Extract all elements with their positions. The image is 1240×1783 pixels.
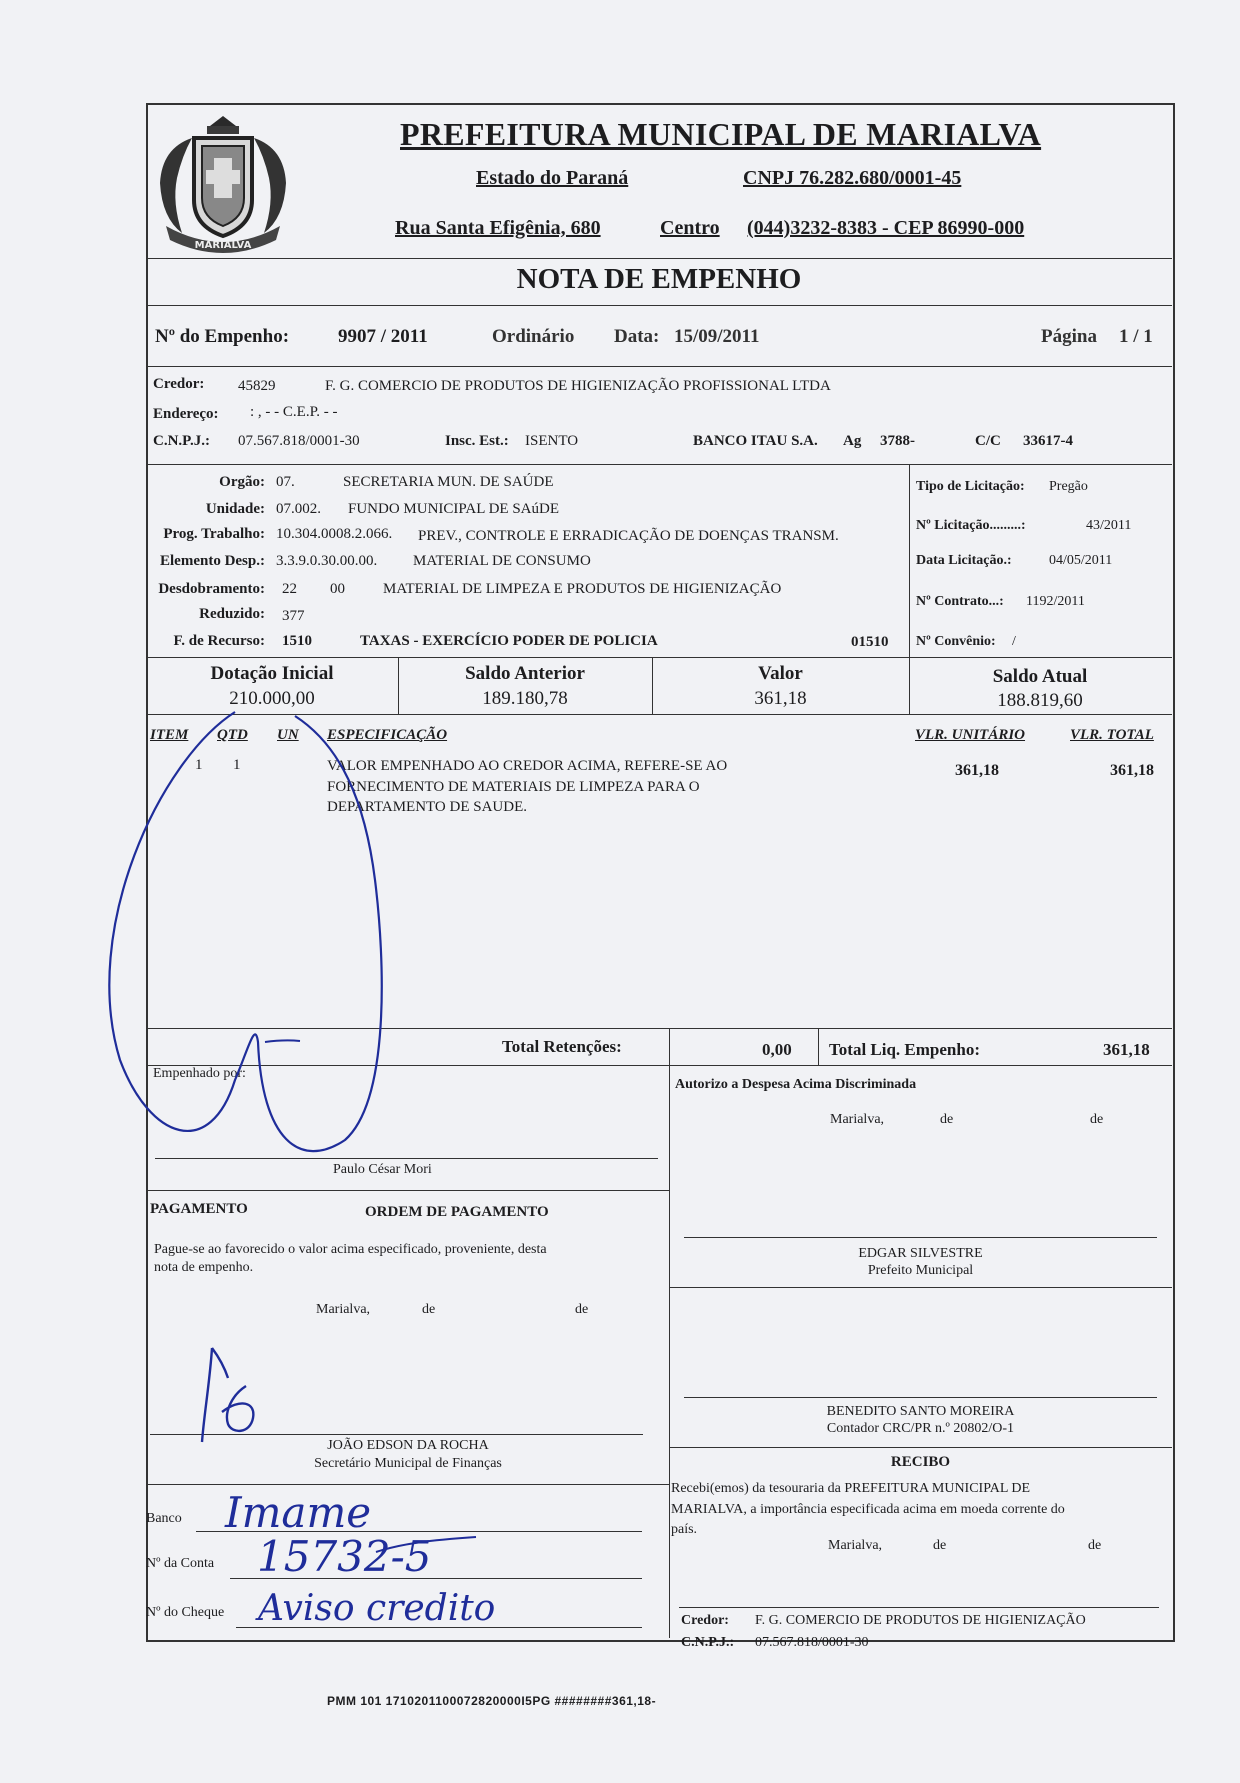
receipt-text-line1: Recebi(emos) da tesouraria da PREFEITURA MUNICIPAL DE: [671, 1481, 1031, 1496]
receipt-text-line2: MARIALVA, a importância especificada acima em moeda corrente do: [671, 1502, 1065, 1517]
address-label: Endereço:: [153, 406, 219, 422]
municipality-title: PREFEITURA MUNICIPAL DE MARIALVA: [400, 116, 1042, 152]
agency-number: 3788-: [880, 433, 915, 449]
payment-text-line1: Pague-se ao favorecido o valor acima especificado, proveniente, desta: [154, 1242, 547, 1257]
contract-number: 1192/2011: [1026, 594, 1085, 609]
breakdown-subcode: 00: [330, 581, 345, 597]
committed-by-label: Empenhado por:: [153, 1066, 246, 1081]
amount-label: Valor: [758, 663, 803, 684]
resource-code: 1510: [282, 633, 312, 649]
divider: [669, 1447, 1172, 1448]
empenho-date-label: Data:: [614, 326, 660, 347]
handwritten-check: Aviso credito: [258, 1588, 496, 1629]
empenho-label: Nº do Empenho:: [155, 326, 290, 347]
address-district: Centro: [660, 217, 720, 239]
creditor-cnpj-label: C.N.P.J.:: [153, 433, 210, 449]
divider: [146, 1484, 670, 1485]
resource-name: TAXAS - EXERCÍCIO PODER DE POLICIA: [360, 633, 658, 649]
account-number: 33617-4: [1023, 433, 1073, 449]
divider: [146, 714, 1172, 715]
breakdown-code: 22: [282, 581, 297, 597]
payment-order-title: ORDEM DE PAGAMENTO: [365, 1204, 549, 1220]
program-label: Prog. Trabalho:: [163, 526, 265, 542]
receipt-text-line3: país.: [671, 1522, 698, 1537]
divider: [146, 366, 1172, 367]
divider: [146, 258, 1172, 259]
signature-line: [679, 1607, 1159, 1608]
orgao-code: 07.: [276, 474, 295, 490]
initial-allocation-value: 210.000,00: [229, 688, 315, 709]
bid-type: Pregão: [1049, 479, 1088, 494]
payment-de-1: de: [422, 1302, 436, 1317]
creditor-code: 45829: [238, 378, 276, 394]
receipt-creditor-name: F. G. COMERCIO DE PRODUTOS DE HIGIENIZAÇÃO: [755, 1613, 1086, 1628]
committed-by-name: Paulo César Mori: [333, 1162, 432, 1177]
footer-code: PMM 101 1710201100072820000I5PG ########361,18-: [327, 1694, 657, 1708]
receipt-cnpj: 07.567.818/0001-30: [755, 1635, 869, 1650]
program-code: 10.304.0008.2.066.: [276, 526, 393, 542]
municipal-crest-icon: [152, 108, 294, 258]
bid-number-label: Nº Licitação.........:: [916, 518, 1026, 533]
reduced-code: 377: [282, 608, 305, 624]
divider: [909, 464, 910, 658]
orgao-label: Orgão:: [219, 474, 265, 490]
col-total-value: VLR. TOTAL: [1070, 727, 1154, 743]
empenho-date: 15/09/2011: [674, 326, 760, 347]
element-label: Elemento Desp.:: [160, 553, 265, 569]
handwritten-bank: Imame: [225, 1488, 372, 1537]
withholdings-label: Total Retenções:: [502, 1037, 622, 1056]
agreement-label: Nº Convênio:: [916, 634, 996, 649]
check-field-label: Nº do Cheque: [146, 1605, 225, 1620]
authorization-title: Autorizo a Despesa Acima Discriminada: [675, 1077, 917, 1092]
empenho-type: Ordinário: [492, 326, 575, 347]
payment-de-2: de: [575, 1302, 589, 1317]
secretary-name: JOÃO EDSON DA ROCHA: [327, 1438, 489, 1453]
receipt-title: RECIBO: [890, 1454, 951, 1470]
creditor-address: : , - - C.E.P. - -: [250, 404, 338, 420]
reduced-label: Reduzido:: [199, 606, 265, 622]
receipt-cnpj-label: C.N.P.J.:: [681, 1635, 735, 1650]
receipt-de-2: de: [1088, 1538, 1102, 1553]
divider: [146, 464, 1172, 465]
breakdown-label: Desdobramento:: [158, 581, 265, 597]
col-un: UN: [277, 727, 299, 743]
signature-line: [684, 1237, 1157, 1238]
state-registration: ISENTO: [525, 433, 579, 449]
row-spec-line3: DEPARTAMENTO DE SAUDE.: [327, 799, 527, 815]
bank-name: BANCO ITAU S.A.: [693, 433, 818, 449]
divider: [146, 1190, 670, 1191]
mayor-title: Prefeito Municipal: [867, 1263, 974, 1278]
unidade-label: Unidade:: [205, 501, 265, 517]
creditor-label: Credor:: [153, 376, 205, 392]
crest-banner-text: MARIALVA: [194, 240, 252, 251]
col-item: ITEM: [150, 727, 189, 743]
empenho-number: 9907 / 2011: [338, 326, 428, 347]
account-field-label: Nº da Conta: [146, 1556, 215, 1571]
authorization-city: Marialva,: [830, 1112, 885, 1127]
row-qtd: 1: [233, 757, 241, 773]
resource-number: 01510: [851, 634, 889, 650]
account-label: C/C: [975, 433, 1001, 449]
divider: [669, 1065, 670, 1638]
program-name: PREV., CONTROLE E ERRADICAÇÃO DE DOENÇAS TRANSM.: [418, 528, 839, 544]
payment-text-line2: nota de empenho.: [154, 1260, 254, 1275]
col-specification: ESPECIFICAÇÃO: [327, 727, 448, 743]
accountant-title: Contador CRC/PR n.º 20802/O-1: [826, 1421, 1015, 1436]
current-balance-value: 188.819,60: [997, 690, 1083, 711]
agreement-number: /: [1012, 634, 1016, 649]
divider: [146, 657, 1172, 658]
element-code: 3.3.9.0.30.00.00.: [276, 553, 378, 569]
receipt-city: Marialva,: [828, 1538, 883, 1553]
col-qtd: QTD: [217, 727, 248, 743]
orgao-name: SECRETARIA MUN. DE SAÚDE: [343, 474, 554, 490]
page-label: Página: [1041, 326, 1097, 347]
unidade-code: 07.002.: [276, 501, 321, 517]
mayor-name: EDGAR SILVESTRE: [858, 1246, 983, 1261]
bid-number: 43/2011: [1086, 518, 1132, 533]
bid-type-label: Tipo de Licitação:: [916, 479, 1025, 494]
col-unit-value: VLR. UNITÁRIO: [915, 727, 1026, 743]
initial-allocation-label: Dotação Inicial: [210, 663, 334, 684]
row-spec-line1: VALOR EMPENHADO AO CREDOR ACIMA, REFERE-SE AO: [327, 758, 728, 774]
signature-line: [684, 1397, 1157, 1398]
handwritten-account: 15732-5: [257, 1532, 432, 1581]
authorization-de-2: de: [1090, 1112, 1104, 1127]
unidade-name: FUNDO MUNICIPAL DE SAúDE: [348, 501, 559, 517]
previous-balance-label: Saldo Anterior: [465, 663, 585, 684]
creditor-name: F. G. COMERCIO DE PRODUTOS DE HIGIENIZAÇÃO PROFISSIONAL LTDA: [325, 378, 831, 394]
agency-label: Ag: [843, 433, 862, 449]
state-registration-label: Insc. Est.:: [445, 433, 509, 449]
bank-field-label: Banco: [146, 1511, 182, 1526]
net-total-value: 361,18: [1103, 1040, 1150, 1059]
divider: [146, 305, 1172, 306]
payment-label: PAGAMENTO: [150, 1201, 248, 1217]
signature-line: [150, 1434, 643, 1435]
phone-cep: (044)3232-8383 - CEP 86990-000: [747, 217, 1025, 239]
divider: [669, 1287, 1172, 1288]
payment-city: Marialva,: [316, 1302, 371, 1317]
divider: [669, 1028, 670, 1065]
creditor-cnpj: 07.567.818/0001-30: [238, 433, 360, 449]
signature-line: [155, 1158, 658, 1159]
address-street: Rua Santa Efigênia, 680: [395, 217, 601, 239]
current-balance-label: Saldo Atual: [992, 666, 1088, 687]
document-title: NOTA DE EMPENHO: [516, 263, 802, 295]
divider: [146, 1028, 1172, 1029]
receipt-de-1: de: [933, 1538, 947, 1553]
receipt-creditor-label: Credor:: [681, 1613, 729, 1628]
authorization-de-1: de: [940, 1112, 954, 1127]
element-name: MATERIAL DE CONSUMO: [413, 553, 591, 569]
contract-label: Nº Contrato...:: [916, 594, 1004, 609]
net-total-label: Total Liq. Empenho:: [829, 1040, 980, 1059]
bid-date: 04/05/2011: [1049, 553, 1113, 568]
row-item: 1: [195, 757, 203, 773]
breakdown-name: MATERIAL DE LIMPEZA E PRODUTOS DE HIGIENIZAÇÃO: [383, 581, 782, 597]
accountant-name: BENEDITO SANTO MOREIRA: [826, 1404, 1015, 1419]
municipality-cnpj: CNPJ 76.282.680/0001-45: [743, 167, 962, 189]
state-name: Estado do Paraná: [476, 167, 629, 189]
row-unit-value: 361,18: [955, 762, 999, 779]
row-spec-line2: FORNECIMENTO DE MATERIAIS DE LIMPEZA PARA O: [327, 779, 700, 795]
divider: [146, 1065, 1172, 1066]
resource-label: F. de Recurso:: [173, 633, 265, 649]
withholdings-value: 0,00: [762, 1040, 792, 1059]
previous-balance-value: 189.180,78: [482, 688, 568, 709]
amount-value: 361,18: [754, 688, 807, 709]
secretary-title: Secretário Municipal de Finanças: [314, 1456, 502, 1471]
page-number: 1 / 1: [1119, 326, 1153, 347]
bid-date-label: Data Licitação.:: [916, 553, 1012, 568]
divider: [818, 1028, 819, 1065]
row-total-value: 361,18: [1110, 762, 1154, 779]
